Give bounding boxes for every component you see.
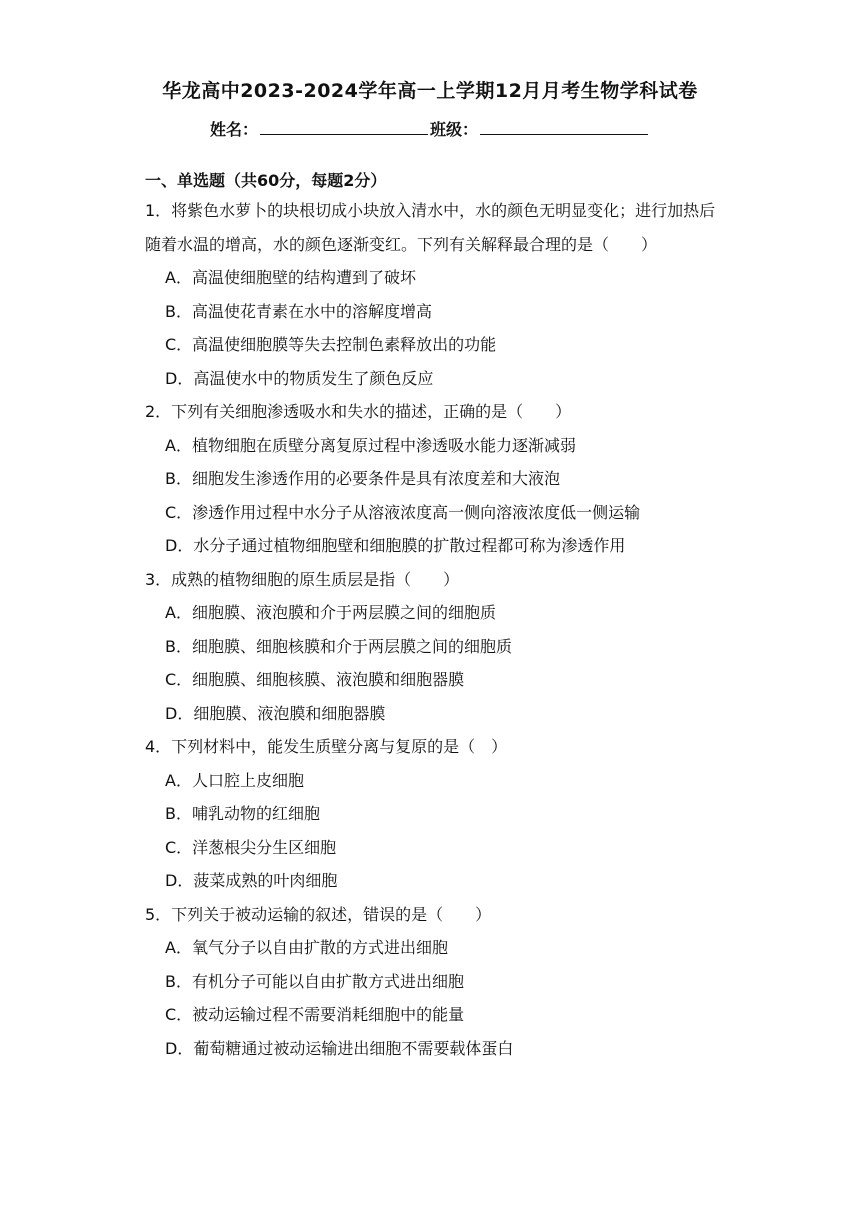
option-b: B．细胞膜、细胞核膜和介于两层膜之间的细胞质	[165, 636, 512, 656]
question-4	[145, 730, 725, 898]
class-label: 班级：	[430, 120, 479, 139]
question-stem: 2．下列有关细胞渗透吸水和失水的描述，正确的是（ ）	[145, 402, 572, 421]
name-blank[interactable]	[260, 116, 428, 135]
option-b: B．高温使花青素在水中的溶解度增高	[165, 301, 432, 321]
option-c: C．洋葱根尖分生区细胞	[165, 837, 337, 857]
question-2	[145, 395, 725, 563]
option-c: C．渗透作用过程中水分子从溶液浓度高一侧向溶液浓度低一侧运输	[165, 502, 641, 522]
question-1	[145, 194, 725, 395]
class-blank[interactable]	[480, 116, 648, 135]
question-list	[145, 194, 725, 1065]
option-c: C．高温使细胞膜等失去控制色素释放出的功能	[165, 335, 497, 354]
exam-title: 华龙高中2023-2024学年高一上学期12月月考生物学科试卷	[162, 80, 698, 102]
option-b: B．有机分子可能以自由扩散方式进出细胞	[165, 971, 464, 991]
question-stem: 3．成熟的植物细胞的原生质层是指（ ）	[145, 569, 460, 589]
student-info-line	[0, 116, 860, 140]
question-stem: 5．下列关于被动运输的叙述，错误的是（ ）	[145, 904, 492, 924]
option-d: D．菠菜成熟的叶肉细胞	[165, 871, 338, 890]
option-d: D．水分子通过植物细胞壁和细胞膜的扩散过程都可称为渗透作用	[165, 536, 626, 555]
question-3	[145, 563, 725, 731]
question-stem: 1．将紫色水萝卜的块根切成小块放入清水中，水的颜色无明显变化；进行加热后随着水温的增高，水的颜色逐渐变红。下列有关解释最合理的是（ ）	[145, 201, 716, 254]
option-b: B．哺乳动物的红细胞	[165, 804, 320, 823]
question-stem: 4．下列材料中，能发生质壁分离与复原的是（ ）	[145, 737, 508, 756]
question-5	[145, 898, 725, 1066]
option-a: A．细胞膜、液泡膜和介于两层膜之间的细胞质	[165, 603, 496, 622]
option-c: C．被动运输过程不需要消耗细胞中的能量	[165, 1005, 465, 1024]
option-d: D．高温使水中的物质发生了颜色反应	[165, 368, 434, 388]
option-d: D．细胞膜、液泡膜和细胞器膜	[165, 703, 386, 723]
option-c: C．细胞膜、细胞核膜、液泡膜和细胞器膜	[165, 670, 465, 689]
option-d: D．葡萄糖通过被动运输进出细胞不需要载体蛋白	[165, 1038, 514, 1058]
option-a: A．人口腔上皮细胞	[165, 770, 304, 790]
option-b: B．细胞发生渗透作用的必要条件是具有浓度差和大液泡	[165, 469, 560, 488]
section-heading: 一、单选题（共60分，每题2分）	[145, 171, 387, 190]
option-a: A．氧气分子以自由扩散的方式进出细胞	[165, 938, 448, 957]
option-a: A．植物细胞在质壁分离复原过程中渗透吸水能力逐渐减弱	[165, 435, 576, 455]
option-a: A．高温使细胞壁的结构遭到了破坏	[165, 268, 416, 287]
name-label: 姓名：	[209, 120, 258, 139]
